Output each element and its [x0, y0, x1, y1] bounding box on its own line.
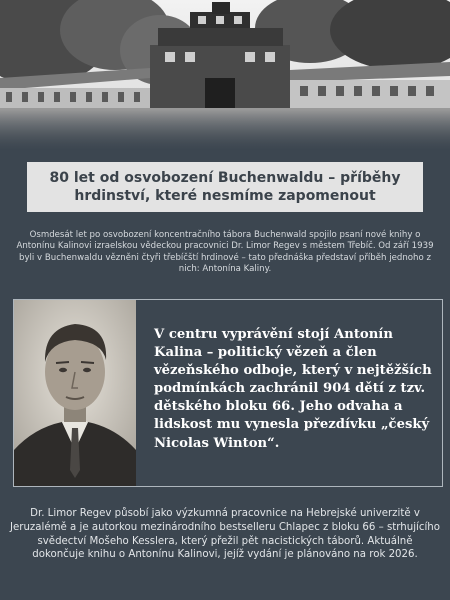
outro-paragraph: Dr. Limor Regev působí jako výzkumná pracovnice na Hebrejské univerzitě v Jeruzalémě a je autorkou mezinárodního bestselleru Chlapec z bloku 66 – strhujícího svědectví Mošeho Kesslera, který přežil pět nacistických táborů. Aktuálně dokončuje knihu o Antonínu Kalinovi, jejíž vydání je plánováno na rok 2026.	[10, 508, 440, 561]
feature-text: V centru vyprávění stojí Antonín Kalina – politický vězeň a člen vězeňského odboje, který v nejtěžších podmínkách zachránil 904 dětí z tzv. dětského bloku 66. Jeho odvaha a lidskost mu vynesla přezdívku „český Nicolas Winton“.	[154, 327, 432, 451]
title-box	[27, 162, 423, 212]
feature-card	[13, 299, 443, 487]
intro-paragraph: Osmdesát let po osvobození koncentračního tábora Buchenwald spojilo psaní nové knihy o Antonínu Kalinovi izraelskou vědeckou pracovnici Dr. Limor Regev s městem Třebíč. Od září 1939 byli v Buchenwaldu vězněni čtyři třebíčští hrdinové – tato přednáška představí příběh jednoho z nich: Antonína Kaliny.	[16, 230, 434, 275]
antonin-kalina-portrait-image	[14, 300, 136, 486]
article-title: 80 let od osvobození Buchenwaldu – příběhy hrdinství, které nesmíme zapomenout	[49, 170, 401, 204]
gatehouse-photo-image	[0, 0, 450, 150]
hero-photo	[0, 0, 450, 150]
portrait-photo	[14, 300, 136, 486]
